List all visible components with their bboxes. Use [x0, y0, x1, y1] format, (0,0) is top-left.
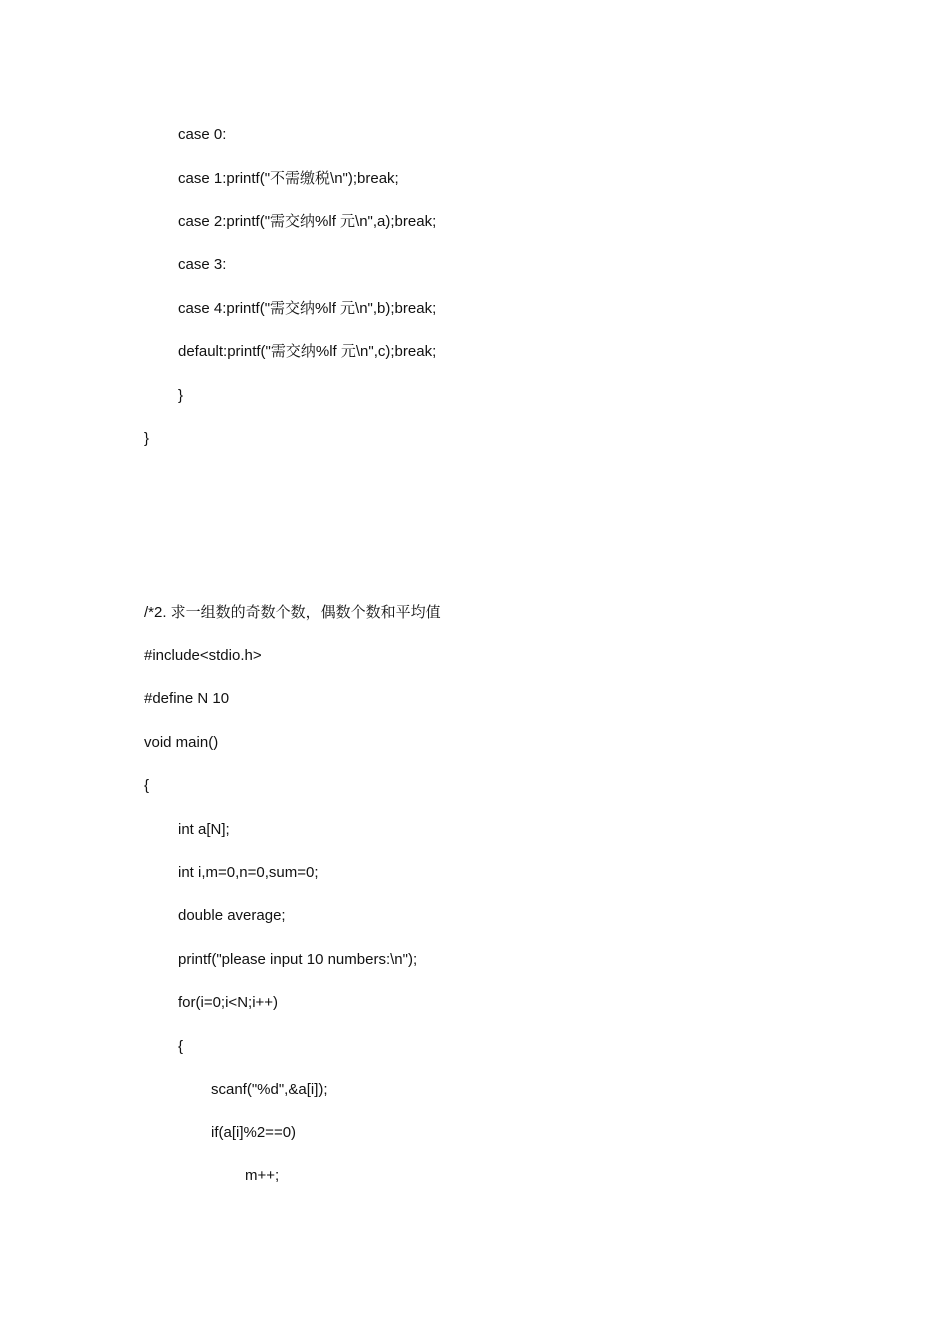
code-line: m++;: [245, 1167, 280, 1184]
code-comment-line: /*2. 求一组数的奇数个数，偶数个数和平均值: [144, 604, 441, 621]
code-line: case 4:printf("需交纳%lf 元\n",b);break;: [178, 300, 437, 317]
code-line: int i,m=0,n=0,sum=0;: [178, 864, 319, 881]
code-line: void main(): [144, 734, 219, 751]
code-line: scanf("%d",&a[i]);: [211, 1081, 328, 1098]
code-line: double average;: [178, 907, 286, 924]
code-line: case 0:: [178, 126, 227, 143]
code-line: {: [178, 1038, 184, 1055]
code-line: int a[N];: [178, 821, 230, 838]
code-line: for(i=0;i<N;i++): [178, 994, 279, 1011]
code-line: {: [144, 777, 150, 794]
code-line: case 3:: [178, 256, 227, 273]
code-line: if(a[i]%2==0): [211, 1124, 297, 1141]
code-line: #define N 10: [144, 690, 230, 707]
code-line: case 1:printf("不需缴税\n");break;: [178, 170, 399, 187]
code-line: }: [144, 430, 150, 447]
code-line: }: [178, 387, 184, 404]
code-line: default:printf("需交纳%lf 元\n",c);break;: [178, 343, 437, 360]
code-line: case 2:printf("需交纳%lf 元\n",a);break;: [178, 213, 437, 230]
code-line: printf("please input 10 numbers:\n");: [178, 951, 418, 968]
code-line: #include<stdio.h>: [144, 647, 262, 664]
